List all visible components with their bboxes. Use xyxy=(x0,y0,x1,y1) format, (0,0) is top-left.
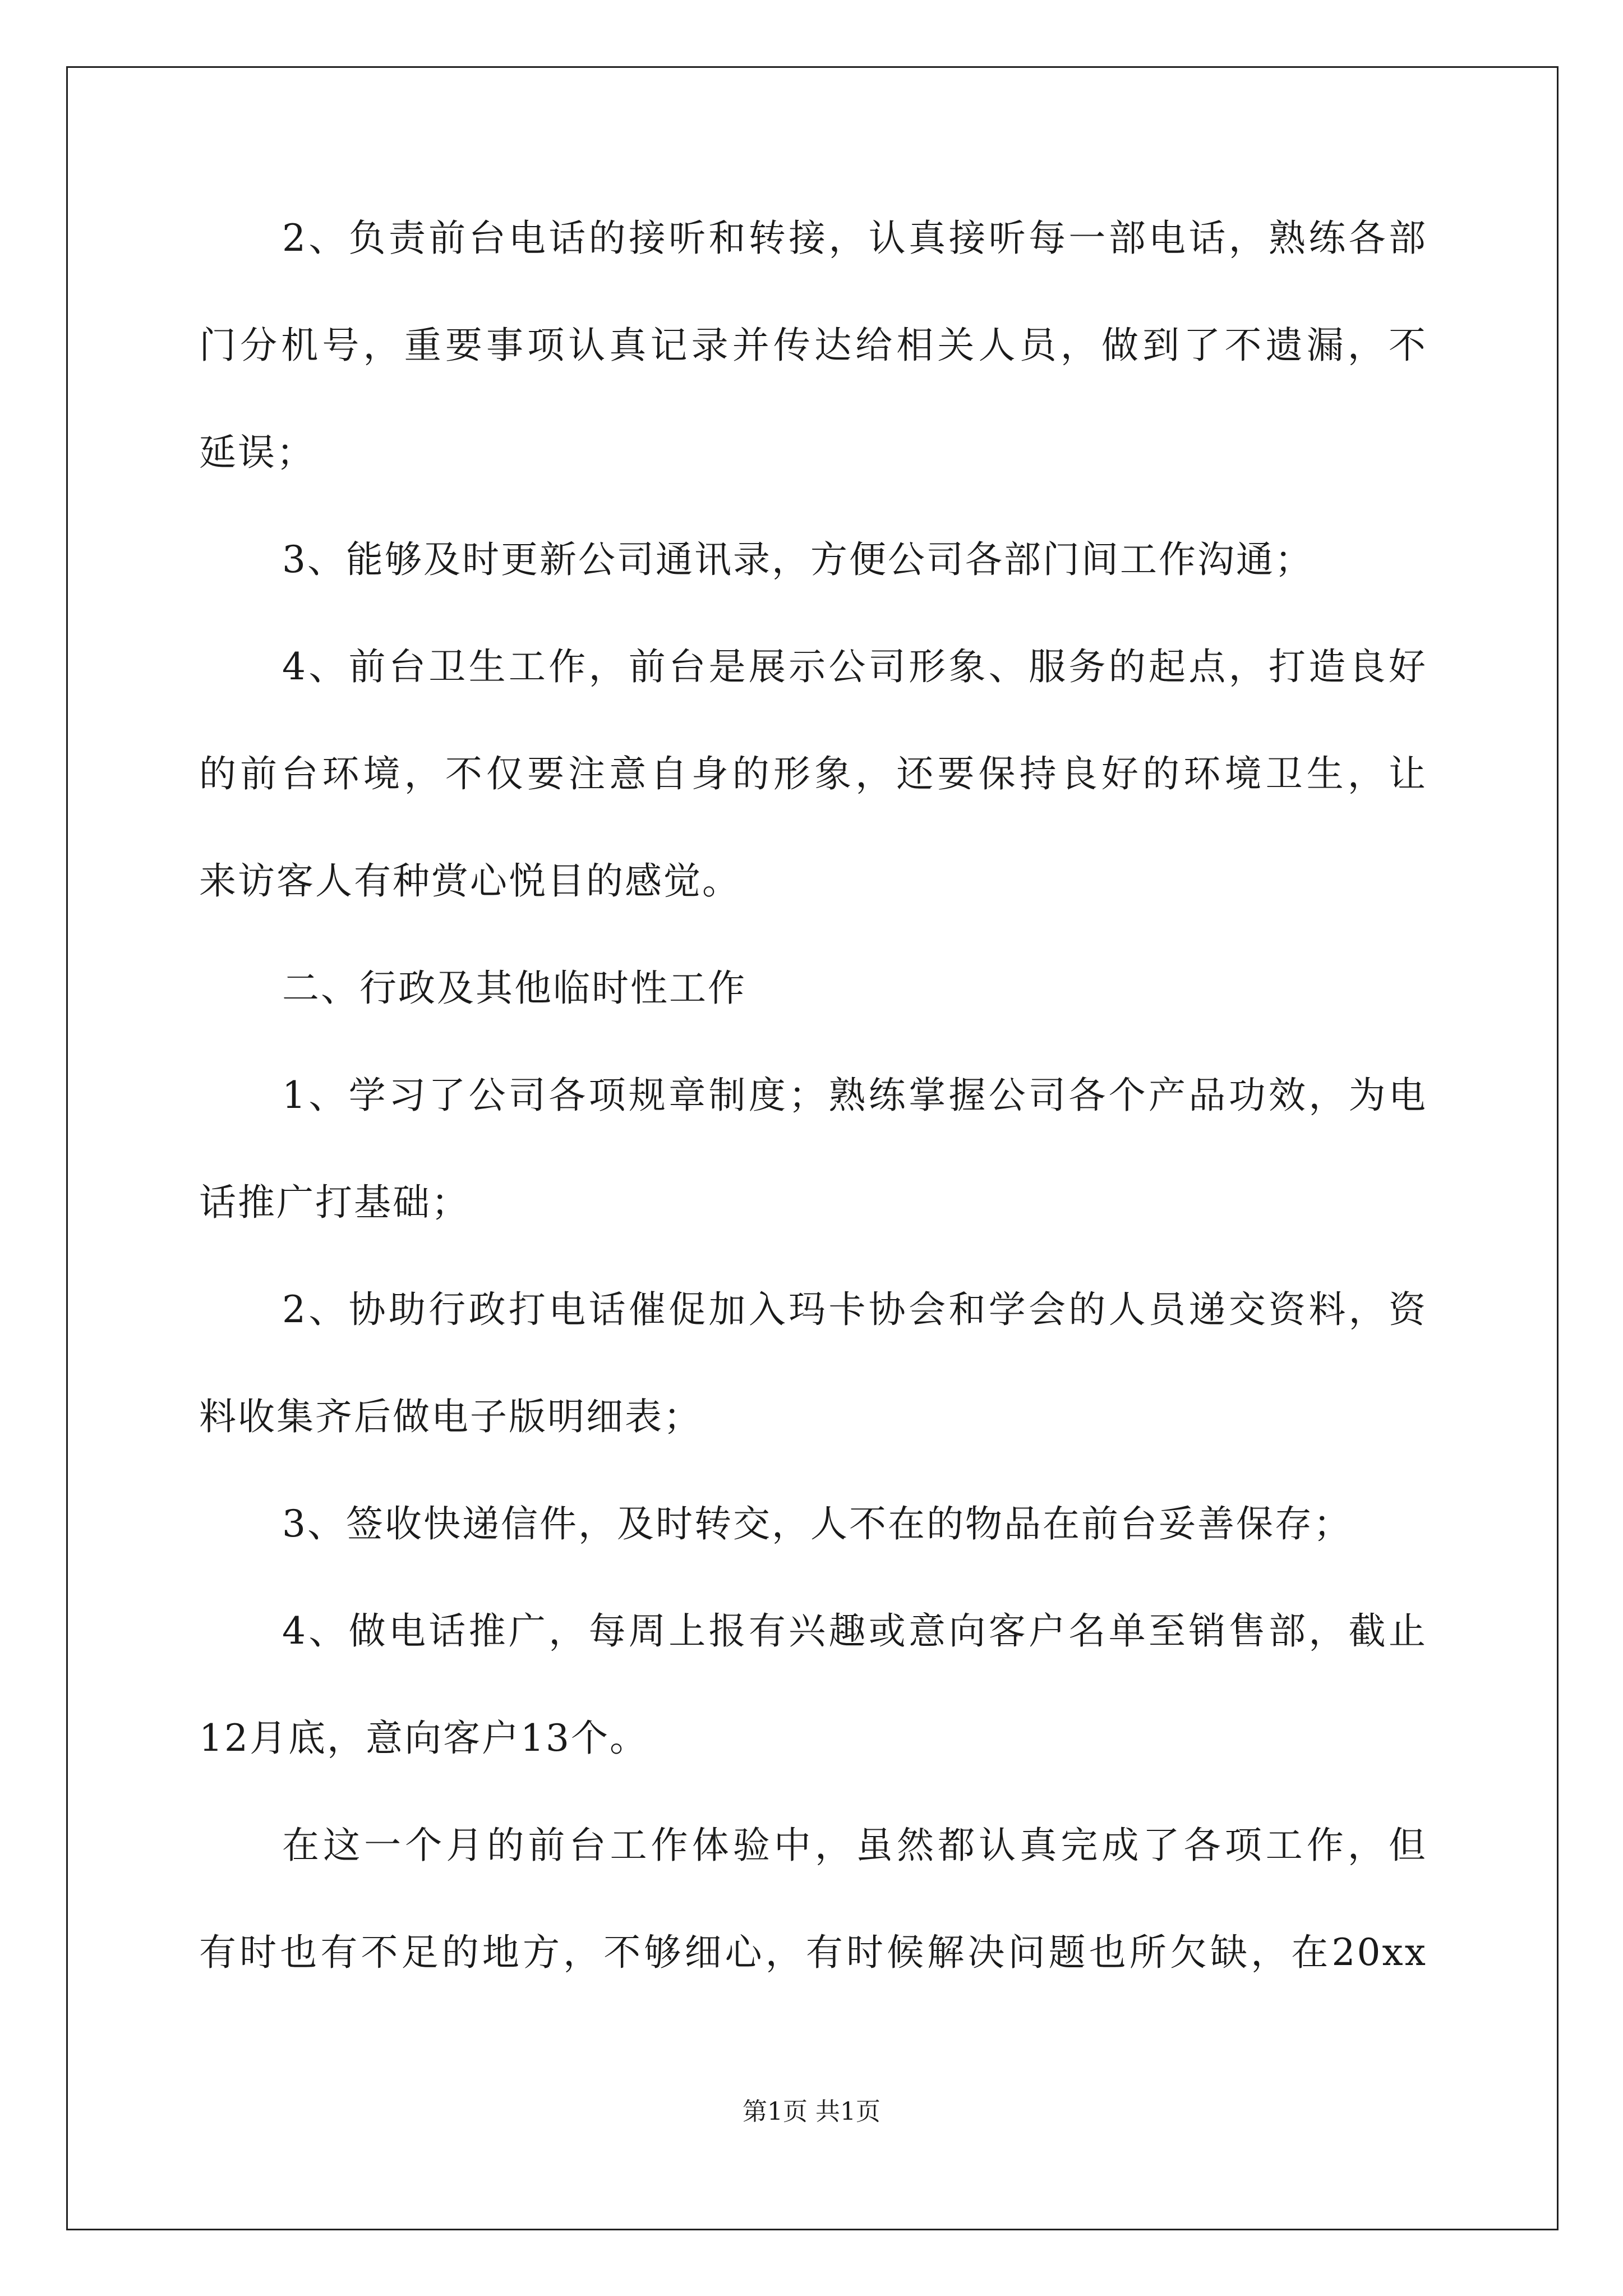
paragraph-line: 4、做电话推广，每周上报有兴趣或意向客户名单至销售部，截止 xyxy=(282,1609,1427,1653)
section-heading: 二、行政及其他临时性工作 xyxy=(282,967,746,1010)
paragraph-line: 话推广打基础； xyxy=(199,1181,470,1224)
paragraph-line: 3、签收快递信件，及时转交，人不在的物品在前台妥善保存； xyxy=(282,1502,1352,1545)
paragraph-line: 有时也有不足的地方，不够细心，有时候解决问题也所欠缺，在20xx xyxy=(199,1931,1427,1974)
paragraph-line: 3、能够及时更新公司通讯录，方便公司各部门间工作沟通； xyxy=(282,538,1313,581)
page-number-footer: 第1页 共1页 xyxy=(743,2097,880,2126)
paragraph-line: 延误； xyxy=(199,431,315,474)
paragraph-line: 2、负责前台电话的接听和转接，认真接听每一部电话，熟练各部 xyxy=(282,217,1427,260)
paragraph-line: 的前台环境，不仅要注意自身的形象，还要保持良好的环境卫生，让 xyxy=(199,752,1427,795)
document-body xyxy=(199,208,1427,2029)
paragraph-line: 2、协助行政打电话催促加入玛卡协会和学会的人员递交资料，资 xyxy=(282,1288,1427,1331)
paragraph-line: 料收集齐后做电子版明细表； xyxy=(199,1395,702,1438)
paragraph-line: 门分机号，重要事项认真记录并传达给相关人员，做到了不遗漏，不 xyxy=(199,324,1427,367)
paragraph-line: 12月底，意向客户13个。 xyxy=(199,1717,648,1760)
paragraph-line: 1、学习了公司各项规章制度；熟练掌握公司各个产品功效，为电 xyxy=(282,1074,1427,1117)
paragraph-line: 4、前台卫生工作，前台是展示公司形象、服务的起点，打造良好 xyxy=(282,645,1427,688)
paragraph-line: 在这一个月的前台工作体验中，虽然都认真完成了各项工作，但 xyxy=(282,1824,1427,1867)
paragraph-line: 来访客人有种赏心悦目的感觉。 xyxy=(199,859,741,903)
